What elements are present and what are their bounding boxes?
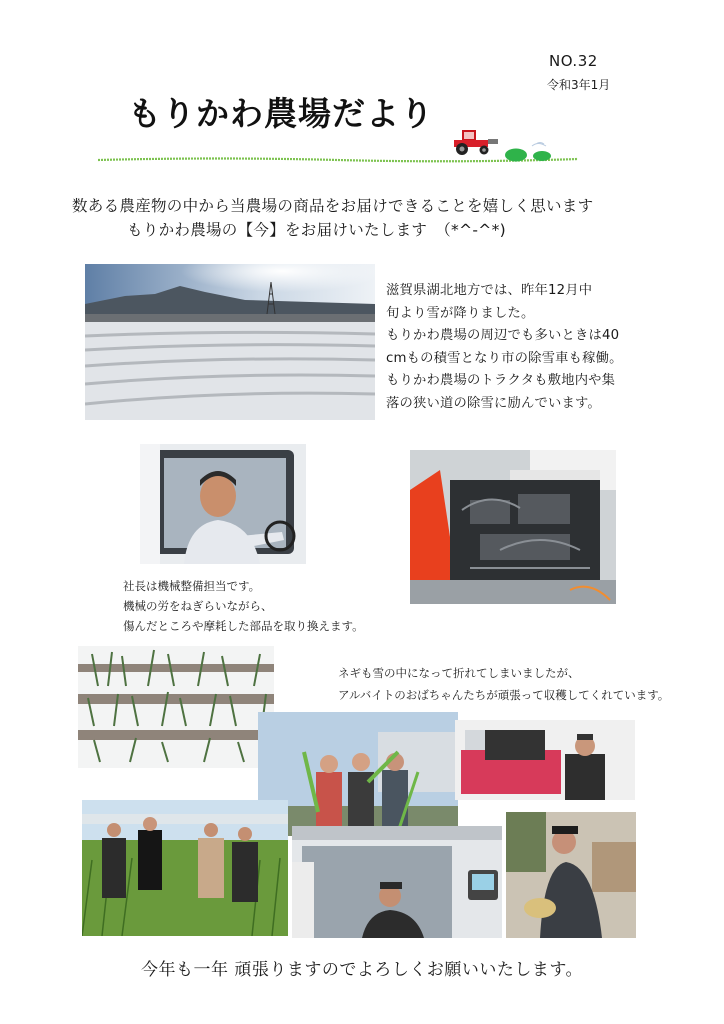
snow-report-line: 落の狭い道の除雪に励んでいます。 bbox=[386, 395, 601, 411]
harvest-workers-photo bbox=[258, 712, 458, 836]
onions-in-snow-photo bbox=[78, 646, 274, 768]
maintenance-caption bbox=[123, 576, 364, 636]
closing-message: 今年も一年 頑張りますのでよろしくお願いいたします。 bbox=[140, 960, 584, 980]
snow-report-line: もりかわ農場のトラクタも敷地内や集 bbox=[386, 373, 616, 388]
bush-icon bbox=[500, 140, 560, 164]
newsletter-title: もりかわ農場だより bbox=[128, 94, 434, 133]
man-with-tractor-photo bbox=[455, 720, 635, 800]
group-in-field-photo bbox=[82, 800, 288, 936]
snow-report-line: cmもの積雪となり市の除雪車も稼働。 bbox=[386, 350, 623, 366]
snowy-field-photo bbox=[85, 264, 375, 420]
issue-number: NO.32 bbox=[549, 52, 598, 70]
president-in-cab-photo bbox=[140, 444, 306, 564]
snow-report-text bbox=[386, 280, 666, 415]
maintenance-line: 社長は機械整備担当です。 bbox=[123, 579, 261, 593]
intro-line-2: もりかわ農場の【今】をお届けいたします （*^-^*) bbox=[127, 221, 506, 239]
snow-report-line: 滋賀県湖北地方では、昨年12月中 bbox=[386, 283, 593, 298]
snow-report-line: もりかわ農場の周辺でも多いときは40 bbox=[386, 328, 620, 343]
tractor-monitor-photo bbox=[292, 826, 502, 938]
issue-date: 令和3年1月 bbox=[547, 78, 611, 92]
maintenance-line: 傷んだところや摩耗した部品を取り換えます。 bbox=[123, 619, 364, 633]
tractor-icon bbox=[448, 126, 502, 156]
engine-maintenance-photo bbox=[410, 450, 616, 604]
seed-inspection-photo bbox=[506, 812, 636, 938]
harvest-line: アルバイトのおばちゃんたちが頑張って収穫してくれています。 bbox=[338, 688, 670, 702]
harvest-caption bbox=[338, 662, 669, 706]
snow-report-line: 旬より雪が降りました。 bbox=[386, 305, 535, 321]
maintenance-line: 機械の労をねぎらいながら、 bbox=[123, 599, 273, 613]
intro-line-1: 数ある農産物の中から当農場の商品をお届けできることを嬉しく思います bbox=[72, 197, 594, 215]
harvest-line: ネギも雪の中になって折れてしまいましたが、 bbox=[338, 666, 580, 680]
